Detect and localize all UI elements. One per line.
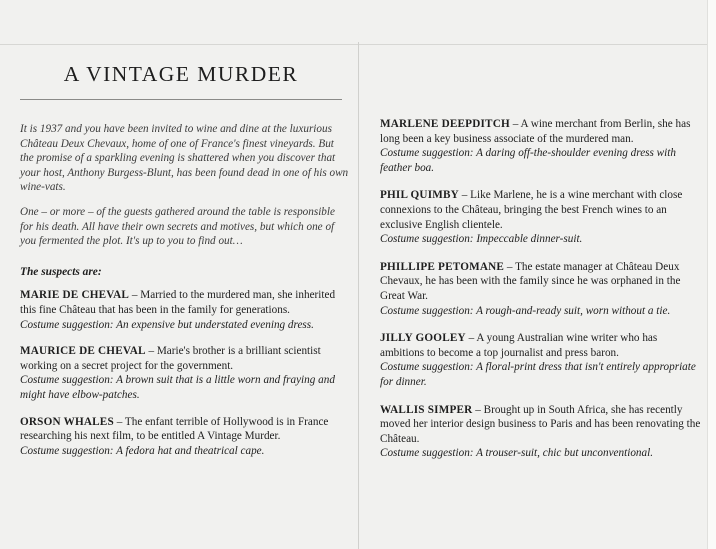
suspect-entry [20, 344, 350, 402]
suspect-entry [380, 403, 702, 461]
suspect-name: PHILLIPE PETOMANE [380, 260, 505, 273]
suspect-description: – Marie's brother is a brilliant scientist working on a secret project for the government. [20, 345, 321, 372]
left-column [20, 62, 350, 470]
intro-paragraph-1: It is 1937 and you have been invited to wine and dine at the luxurious Château Deux Chevaux, home of one of France's finest vineyards. But the promise of a sparkling evening is shattered when you discover that your host, Anthony Burgess-Blunt, has been found dead in one of his own wine-vats. [20, 123, 349, 194]
right-column [380, 117, 702, 474]
suspect-description: – Like Marlene, he is a wine merchant with close connexions to the Château, bringing the best French wines to an exclusive English clientele. [380, 189, 683, 231]
suspect-entry [380, 117, 702, 175]
suspect-entry [20, 288, 350, 332]
suspect-name: PHIL QUIMBY [380, 189, 459, 202]
title-divider [20, 99, 342, 100]
costume-suggestion: Costume suggestion: A rough-and-ready suit, worn without a tie. [380, 304, 671, 317]
suspect-entry [20, 415, 350, 459]
suspect-description: – A wine merchant from Berlin, she has long been a key business associate of the murdered man. [380, 118, 691, 145]
suspect-description: – Married to the murdered man, she inherited this fine Château that has been in the family for generations. [20, 289, 336, 316]
costume-suggestion: Costume suggestion: A daring off-the-shoulder evening dress with feather boa. [380, 147, 676, 174]
costume-suggestion: Costume suggestion: A brown suit that is a little worn and fraying and might have elbow-patches. [20, 374, 335, 401]
suspect-name: JILLY GOOLEY [380, 332, 466, 345]
page-right-edge [707, 0, 716, 549]
page-fold [358, 42, 359, 549]
suspects-heading: The suspects are: [20, 265, 102, 278]
suspect-name: MAURICE DE CHEVAL [20, 345, 146, 358]
suspect-description: – The enfant terrible of Hollywood is in France researching his next film, to be entitled A Vintage Murder. [20, 415, 329, 443]
suspect-name: MARLENE DEEPDITCH [380, 118, 510, 130]
suspect-description: – Brought up in South Africa, she has recently moved her interior design business to Paris and has been renovating the Château. [380, 403, 701, 445]
suspect-name: MARIE DE CHEVAL [20, 289, 130, 302]
costume-suggestion: Costume suggestion: A floral-print dress that isn't entirely appropriate for dinner. [380, 361, 696, 388]
costume-suggestion: Costume suggestion: An expensive but understated evening dress. [20, 318, 314, 331]
suspect-description: – A young Australian wine writer who has ambitions to become a top journalist and press baron. [380, 332, 658, 359]
intro-paragraph-2: One – or more – of the guests gathered around the table is responsible for his death. All have their own secrets and motives, but which one of you fermented the plot. It's up to you to find out… [20, 205, 335, 248]
suspect-description: – The estate manager at Château Deux Chevaux, he has been with the family since he was orphaned in the Great War. [380, 260, 681, 302]
suspect-name: WALLIS SIMPER [380, 403, 473, 416]
costume-suggestion: Costume suggestion: A fedora hat and theatrical cape. [20, 444, 265, 457]
suspect-entry [380, 260, 702, 318]
suspect-entry [380, 331, 702, 389]
page-title: A VINTAGE MURDER [63, 62, 299, 86]
costume-suggestion: Costume suggestion: Impeccable dinner-suit. [380, 233, 583, 246]
suspect-entry [380, 188, 702, 246]
costume-suggestion: Costume suggestion: A trouser-suit, chic but unconventional. [380, 447, 654, 460]
suspect-name: ORSON WHALES [20, 415, 114, 428]
